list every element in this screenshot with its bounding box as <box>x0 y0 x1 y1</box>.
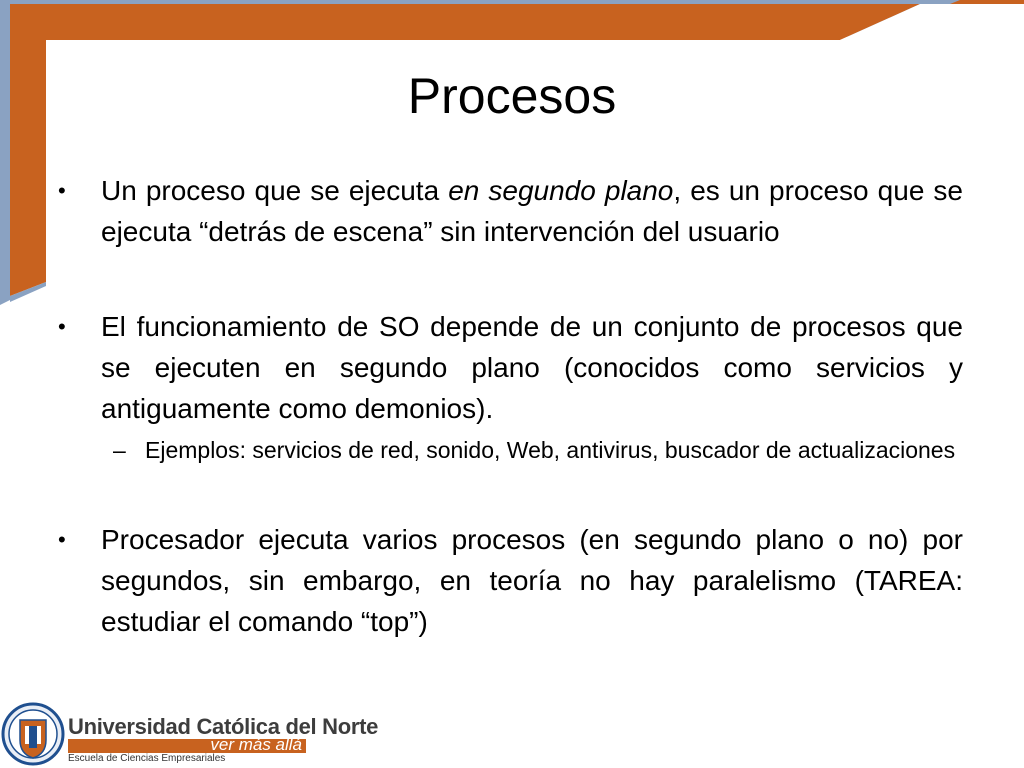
bullet-item <box>58 170 963 252</box>
tagline: ver más allá <box>210 735 302 754</box>
bullet-item <box>58 519 963 642</box>
sub-bullet-text: Ejemplos: servicios de red, sonido, Web, antivirus, buscador de actualizaciones <box>145 437 956 463</box>
school-name: Escuela de Ciencias Empresariales <box>68 753 226 764</box>
slide-body <box>58 170 963 642</box>
bullet-dot-icon: • <box>58 314 66 339</box>
bullet-dot-icon: • <box>58 178 66 203</box>
bullet-item <box>58 306 963 429</box>
bullet-text-italic: en segundo plano <box>448 175 674 206</box>
slide-title: Procesos <box>407 68 617 124</box>
dash-icon: – <box>113 437 126 463</box>
bullet-text-before: Un proceso que se ejecuta <box>101 175 449 206</box>
bullet-text: Procesador ejecuta varios procesos (en segundo plano o no) por segundos, sin embargo, en teoría no hay paralelismo (TAREA: estudiar el comando “top”) <box>101 524 963 637</box>
sub-bullet-item <box>58 433 963 467</box>
university-name: Universidad Católica del Norte <box>68 714 379 739</box>
tagline-bar <box>68 735 306 754</box>
bullet-text: El funcionamiento de SO depende de un conjunto de procesos que se ejecuten en segundo plano (conocidos como servicios y antiguamente como demonios). <box>101 311 963 424</box>
bullet-text-after: , es un proceso que se ejecuta “detrás de escena” sin intervención del usuario <box>101 175 964 247</box>
bullet-dot-icon: • <box>58 527 66 552</box>
